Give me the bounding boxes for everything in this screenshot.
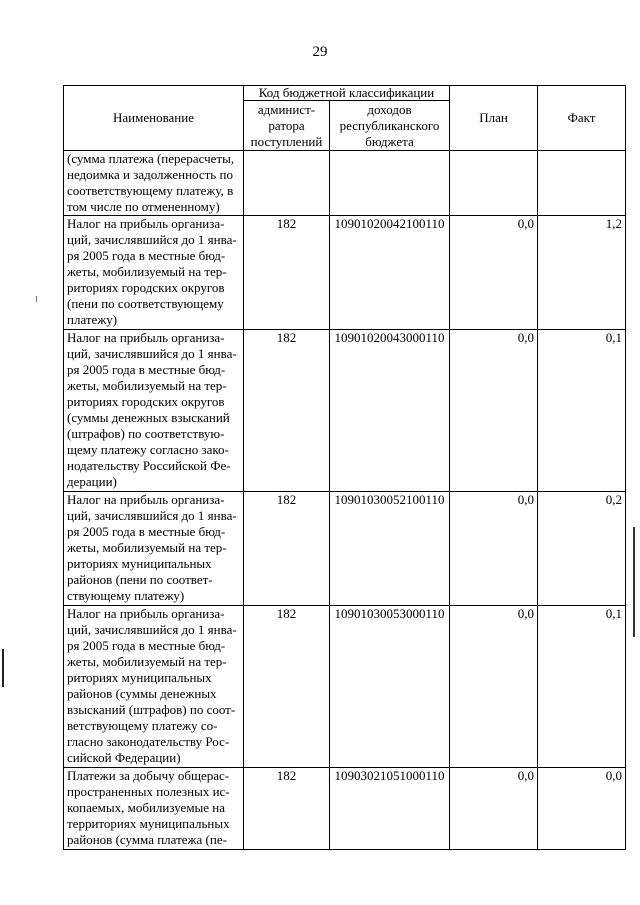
row-income-code: 10901030053000110 [330, 606, 450, 768]
row-admin-code: 182 [244, 768, 330, 850]
row-income-code: 10903021051000110 [330, 768, 450, 850]
header-plan: План [450, 86, 538, 151]
header-admin: админист-ратора поступлений [244, 101, 330, 151]
row-admin-code: 182 [244, 492, 330, 606]
row-admin-code: 182 [244, 330, 330, 492]
table-row [64, 768, 626, 850]
row-name: Налог на прибыль организа-ций, зачислявшийся до 1 янва-ря 2005 года в местные бюд-жеты, мобилизуемый на тер-риториях муниципальных районов (суммы денежных взысканий (штрафов) по соот-ветствующему платежу со-гласно законодательству Рос-сийской Федерации) [64, 606, 244, 768]
row-income-code: 10901020042100110 [330, 216, 450, 330]
row-income-code: 10901030052100110 [330, 492, 450, 606]
header-name: Наименование [64, 86, 244, 151]
row-admin-code: 182 [244, 606, 330, 768]
header-fact: Факт [538, 86, 626, 151]
row-fact: 1,2 [538, 216, 626, 330]
row-fact: 0,1 [538, 330, 626, 492]
row-name: (сумма платежа (перерасчеты, недоимка и задолженность по соответствующему платежу, в том числе по отмененному) [64, 151, 244, 216]
row-plan: 0,0 [450, 492, 538, 606]
table-row [64, 216, 626, 330]
header-income: доходов республиканского бюджета [330, 101, 450, 151]
table-row [64, 606, 626, 768]
row-admin-code: 182 [244, 216, 330, 330]
row-fact: 0,1 [538, 606, 626, 768]
table-row [64, 492, 626, 606]
row-fact: 0,2 [538, 492, 626, 606]
row-fact: 0,0 [538, 768, 626, 850]
row-plan [450, 151, 538, 216]
table-row [64, 151, 626, 216]
header-budget-code: Код бюджетной классификации [244, 86, 450, 101]
row-plan: 0,0 [450, 216, 538, 330]
row-income-code [330, 151, 450, 216]
row-fact [538, 151, 626, 216]
row-income-code: 10901020043000110 [330, 330, 450, 492]
budget-classification-table [63, 85, 626, 850]
scan-artifact-right [633, 527, 635, 637]
row-plan: 0,0 [450, 768, 538, 850]
table-row [64, 330, 626, 492]
row-plan: 0,0 [450, 330, 538, 492]
row-name: Налог на прибыль организа-ций, зачислявшийся до 1 янва-ря 2005 года в местные бюд-жеты, мобилизуемый на тер-риториях городских округов (суммы денежных взысканий (штрафов) по соответствую-щему платежу согласно зако-нодательству Российской Фе-дерации) [64, 330, 244, 492]
row-admin-code [244, 151, 330, 216]
page-number: 29 [312, 44, 328, 60]
row-plan: 0,0 [450, 606, 538, 768]
scan-artifact-left [2, 649, 4, 687]
row-name: Налог на прибыль организа-ций, зачислявшийся до 1 янва-ря 2005 года в местные бюд-жеты, мобилизуемый на тер-риториях муниципальных районов (пени по соответ-ствующему платежу) [64, 492, 244, 606]
row-name: Налог на прибыль организа-ций, зачислявшийся до 1 янва-ря 2005 года в местные бюд-жеты, мобилизуемый на тер-риториях городских округов (пени по соответствующему платежу) [64, 216, 244, 330]
scan-artifact-dot [36, 296, 37, 302]
row-name: Платежи за добычу общерас-пространенных полезных ис-копаемых, мобилизуемые на территориях муниципальных районов (сумма платежа (пе- [64, 768, 244, 850]
